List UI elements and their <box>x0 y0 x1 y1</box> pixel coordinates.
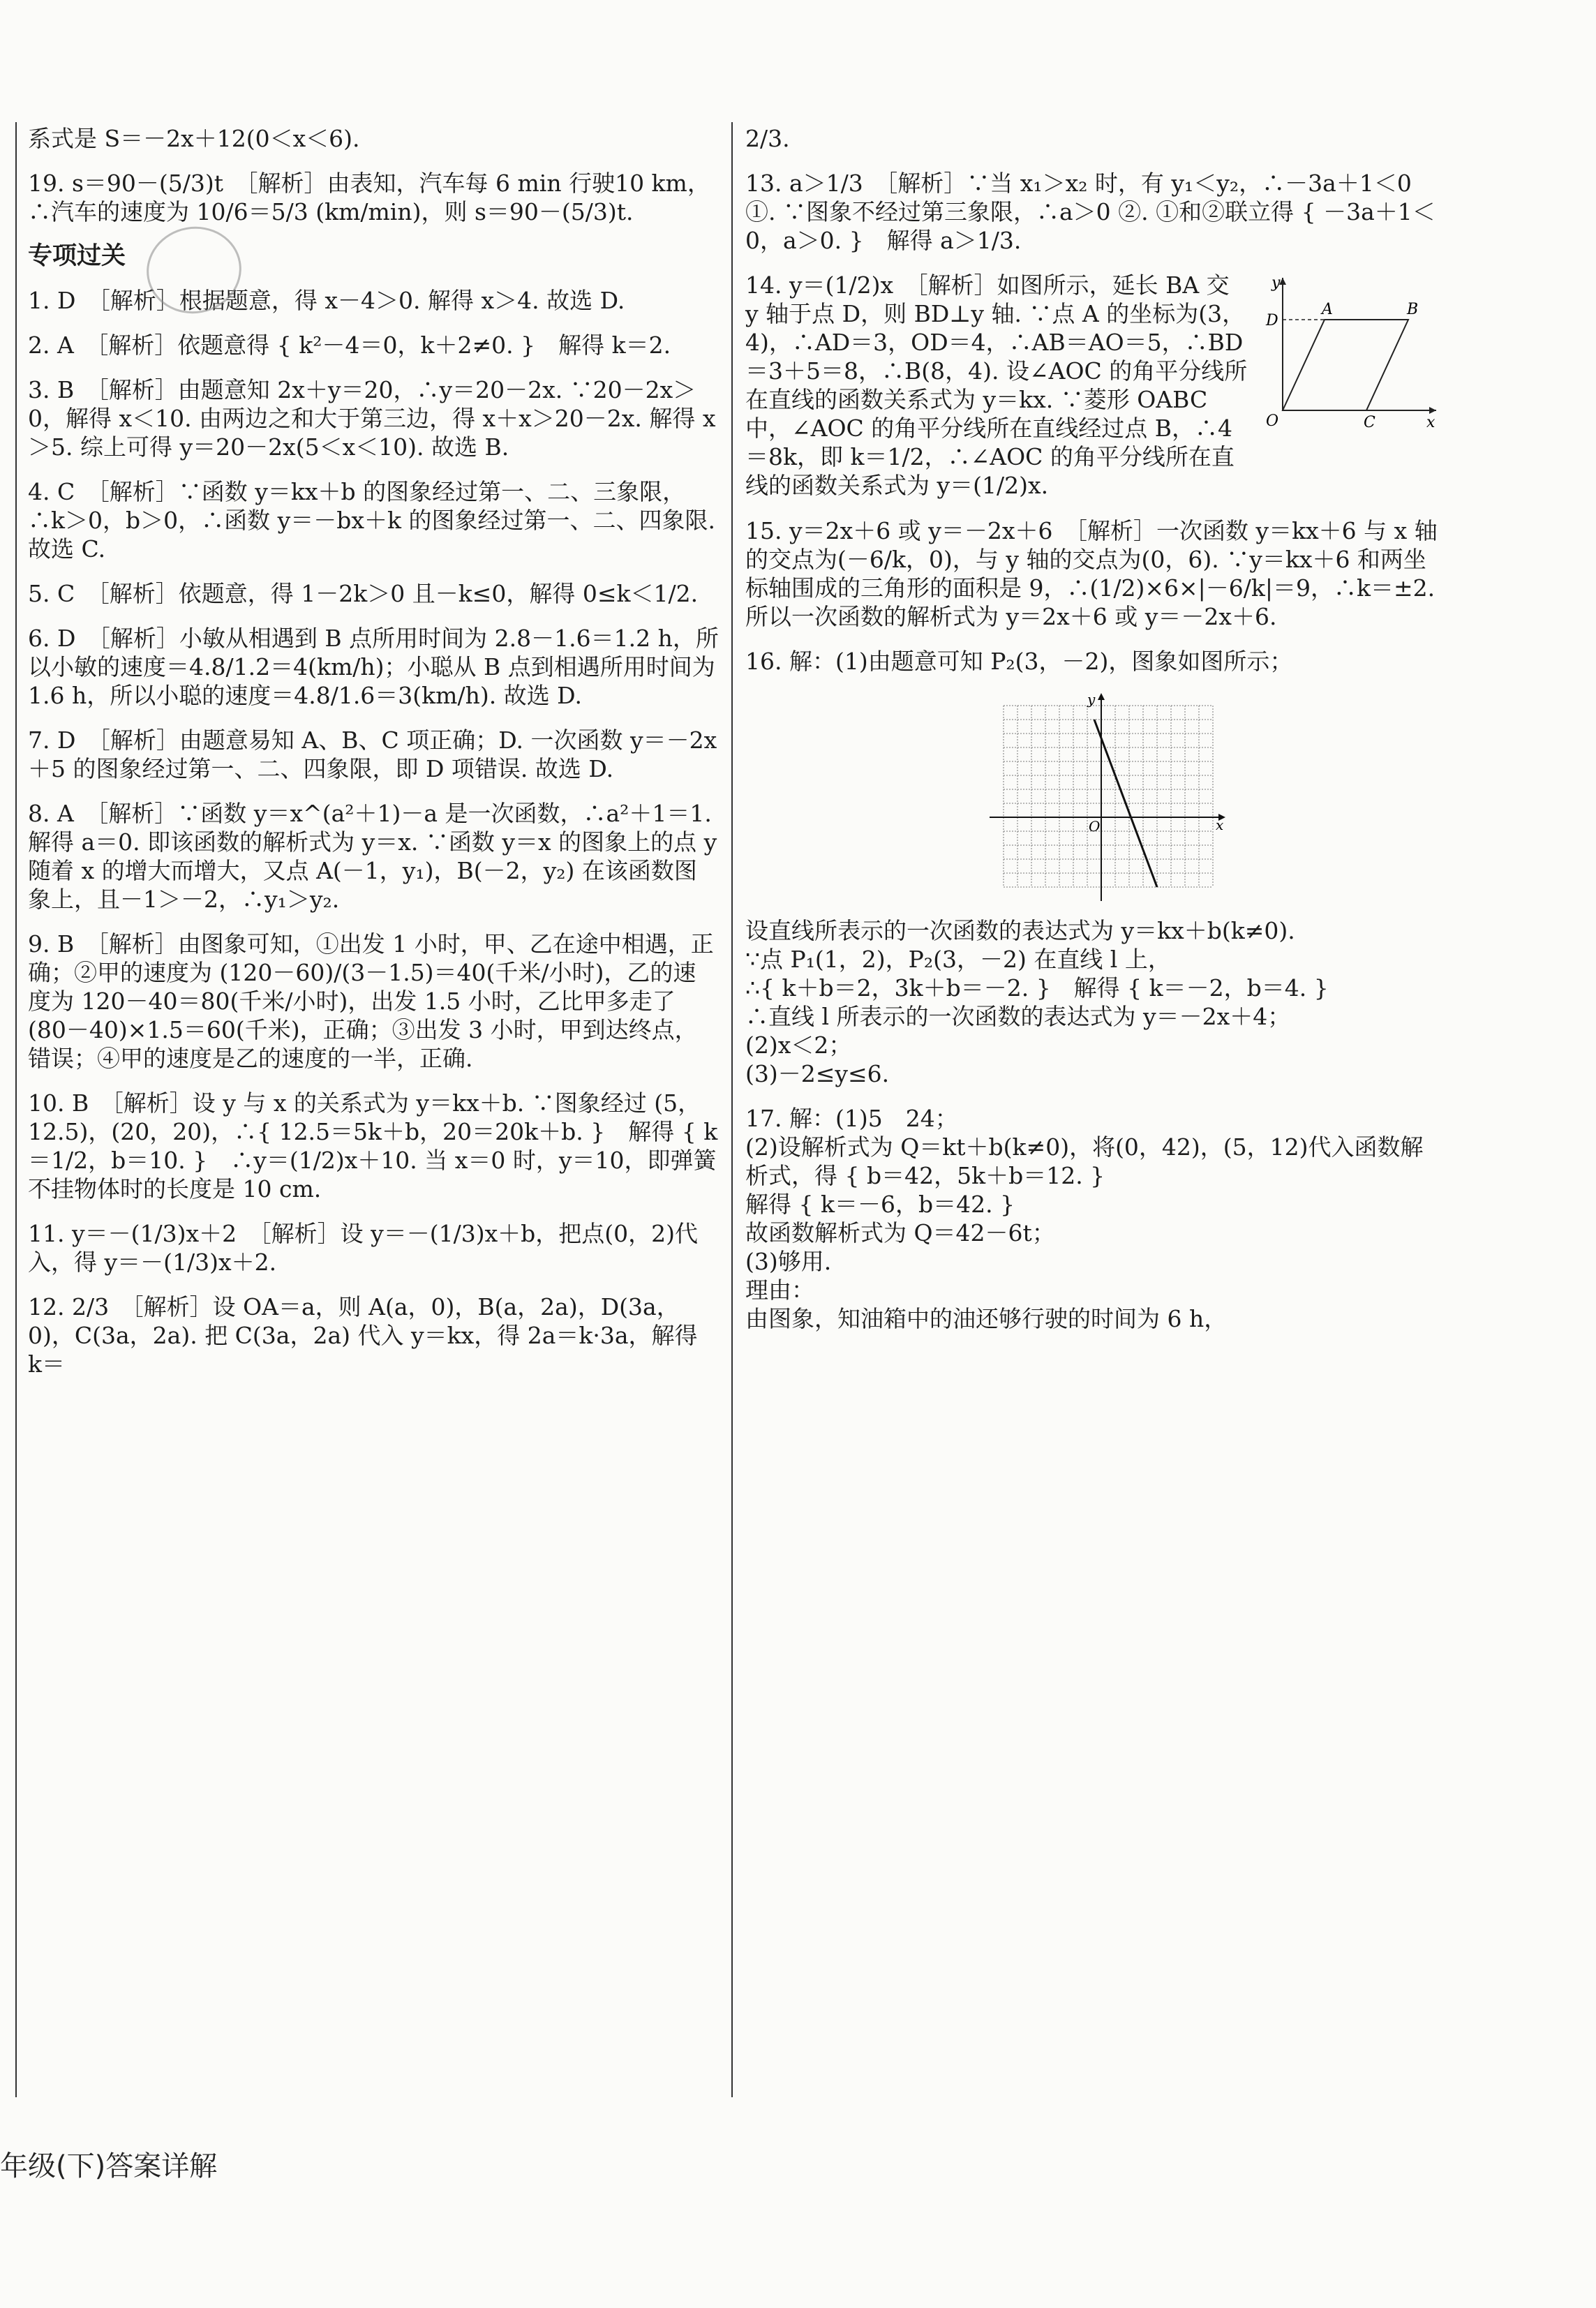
grid-label-y: y <box>1087 692 1096 708</box>
fig-label-c: C <box>1364 414 1375 431</box>
fig-label-d: D <box>1266 312 1278 329</box>
section-heading <box>28 242 719 271</box>
answer-8: 8. A ［解析］∵函数 y＝x^(a²＋1)－a 是一次函数，∴a²＋1＝1. 解得 a＝0. 即该函数的解析式为 y＝x. ∵函数 y＝x 的图象上的点 y 随着 x 的增大而增大，又点 A(－1，y₁)，B(－2，y₂) 在该函数图象上，且－1＞－2，∴y₁＞y₂. <box>28 800 724 913</box>
answer-15: 15. y＝2x＋6 或 y＝－2x＋6 ［解析］一次函数 y＝kx＋6 与 x 轴的交点为(－6/k，0)，与 y 轴的交点为(0，6). ∵y＝kx＋6 和两坐标轴围成的三角形的面积是 9，∴(1/2)×6×|－6/k|＝9，∴k＝±2. 所以一次函数的解析式为 y＝2x＋6 或 y＝－2x＋6. <box>745 517 1442 630</box>
section-title: 专项过关 <box>28 242 126 270</box>
grid-label-o: O <box>1089 818 1101 835</box>
answer-17: 17. 解：(1)5 24； (2)设解析式为 Q＝kt＋b(k≠0)，将(0，42)，(5，12)代入函数解析式，得 { b＝42，5k＋b＝12. } 解得 { k＝－6，b＝42. } 故函数解析式为 Q＝42－6t； (3)够用. 理由： 由图象，知油箱中的油还够行驶的时间为 6 h， <box>745 1105 1424 1332</box>
fig-label-a: A <box>1322 301 1333 318</box>
answer-19: 19. s＝90－(5/3)t ［解析］由表知，汽车每 6 min 行驶10 km，∴汽车的速度为 10/6＝5/3 (km/min)，则 s＝90－(5/3)t. <box>28 170 710 225</box>
grid-label-x: x <box>1216 817 1224 833</box>
left-border-rule <box>15 122 17 2097</box>
fig-label-o: O <box>1266 412 1279 430</box>
answer-12: 12. 2/3 ［解析］设 OA＝a，则 A(a，0)，B(a，2a)，D(3a，0)，C(3a，2a). 把 C(3a，2a) 代入 y＝kx，得 2a＝k·3a，解得 k＝ <box>28 1293 706 1378</box>
answer-13: 13. a＞1/3 ［解析］∵当 x₁＞x₂ 时，有 y₁＜y₂，∴－3a＋1＜0 ①. ∵图象不经过第三象限，∴a＞0 ②. ①和②联立得 { －3a＋1＜0，a＞0. } 解得 a＞1/3. <box>745 170 1435 254</box>
fig-label-b: B <box>1407 301 1419 318</box>
answer-10: 10. B ［解析］设 y 与 x 的关系式为 y＝kx＋b. ∵图象经过 (5，12.5)，(20，20)，∴{ 12.5＝5k＋b，20＝20k＋b. } 解得 { k＝1/2，b＝10. } ∴y＝(1/2)x＋10. 当 x＝0 时，y＝10，即弹簧不挂物体时的长度是 10 cm. <box>28 1089 718 1203</box>
answer-14: 14. y＝(1/2)x ［解析］如图所示，延长 BA 交 y 轴于点 D，则 BD⊥y 轴. ∵点 A 的坐标为(3，4)，∴AD＝3，OD＝4，∴AB＝AO＝5，∴BD＝3＋5＝8，∴B(8，4). 设∠AOC 的角平分线所在直线的函数关系式为 y＝kx. ∵菱形 OABC 中，∠AOC 的角平分线所在直线经过点 B，∴4＝8k，即 k＝1/2，∴∠AOC 的角平分线所在直线的函数关系式为 y＝(1/2)x. <box>745 271 1248 499</box>
answer-3: 3. B ［解析］由题意知 2x＋y＝20，∴y＝20－2x. ∵20－2x＞0，解得 x＜10. 由两边之和大于第三边，得 x＋x＞20－2x. 解得 x＞5. 综上可得 y＝20－2x(5＜x＜10). 故选 B. <box>28 376 716 461</box>
answer-16-solution: 设直线所表示的一次函数的表达式为 y＝kx＋b(k≠0). ∵点 P₁(1，2)，P₂(3，－2) 在直线 l 上， ∴{ k＋b＝2，3k＋b＝－2. } 解得 { k＝－2，b＝4. } ∴直线 l 所表示的一次函数的表达式为 y＝－2x＋4； (2)x＜2； (3)－2≤y≤6. <box>745 917 1329 1087</box>
answer-7: 7. D ［解析］由题意易知 A、B、C 项正确；D. 一次函数 y＝－2x＋5 的图象经过第一、二、四象限，即 D 项错误. 故选 D. <box>28 727 717 782</box>
answer-2: 2. A ［解析］依题意得 { k²－4＝0，k＋2≠0. } 解得 k＝2. <box>28 332 671 359</box>
column-divider <box>731 122 733 2097</box>
answer-9: 9. B ［解析］由图象可知，①出发 1 小时，甲、乙在途中相遇，正确；②甲的速度为 (120－60)/(3－1.5)＝40(千米/小时)，乙的速度为 120－40＝80(千米/小时)，出发 1.5 小时，乙比甲多走了 (80－40)×1.5＝60(千米)，正确；③出发 3 小时，甲到达终点，错误；④甲的速度是乙的速度的一半，正确. <box>28 930 714 1072</box>
left-column <box>28 124 724 1394</box>
answer-4: 4. C ［解析］∵函数 y＝kx＋b 的图象经过第一、二、三象限，∴k＞0，b＞0，∴函数 y＝－bx＋k 的图象经过第一、二、四象限. 故选 C. <box>28 478 723 563</box>
answer-11: 11. y＝－(1/3)x＋2 ［解析］设 y＝－(1/3)x＋b，把点(0，2)代入，得 y＝－(1/3)x＋2. <box>28 1220 699 1276</box>
page-footer: 年级(下)答案详解 <box>0 2150 218 2182</box>
answer-14-block <box>745 271 1443 500</box>
grid-graph-figure <box>990 692 1227 908</box>
answer-18-continuation: 系式是 S＝－2x＋12(0＜x＜6). <box>28 125 360 152</box>
answer-16: 16. 解：(1)由题意可知 P₂(3，－2)，图象如图所示； <box>745 648 1293 675</box>
fig-label-y: y <box>1271 274 1281 292</box>
answer-1: 1. D ［解析］根据题意，得 x－4＞0. 解得 x＞4. 故选 D. <box>28 287 625 314</box>
answer-6: 6. D ［解析］小敏从相遇到 B 点所用时间为 2.8－1.6＝1.2 h，所以小敏的速度＝4.8/1.2＝4(km/h)；小聪从 B 点到相遇所用时间为 1.6 h，所以小聪的速度＝4.8/1.6＝3(km/h). 故选 D. <box>28 625 723 709</box>
answer-12-end: 2/3. <box>745 125 790 152</box>
right-column <box>745 124 1443 1349</box>
fig-label-x: x <box>1426 414 1435 431</box>
answer-5: 5. C ［解析］依题意，得 1－2k＞0 且－k≤0，解得 0≤k＜1/2. <box>28 580 699 607</box>
rhombus-figure <box>1262 271 1443 431</box>
